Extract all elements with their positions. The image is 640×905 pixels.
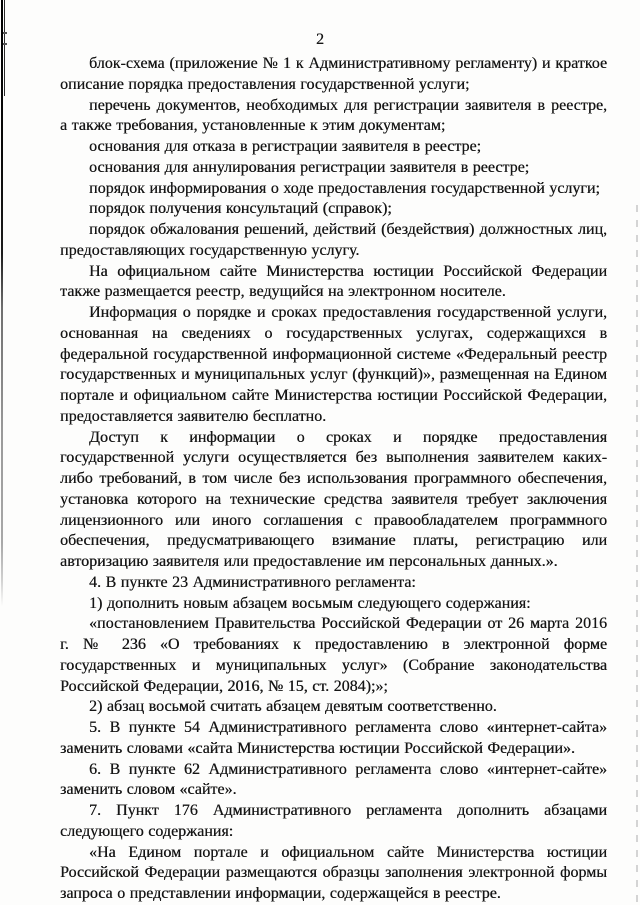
paragraph: порядок получения консультаций (справок);: [89, 200, 392, 218]
paragraph: перечень документов, необходимых для регистрации заявителя в реестре, а также требования, установленные к этим документам;: [60, 96, 607, 135]
paragraph: основания для аннулирования регистрации заявителя в реестре;: [89, 158, 530, 176]
document-body: [60, 54, 607, 905]
paragraph: «постановлением Правительства Российской Федерации от 26 марта 2016 г. № 236 «О требованиях к предоставлению в электронной форме государственных и муниципальных услуг» (Собрание законодательства Российской Федерации, 2016, № 15, ст. 2084);»;: [60, 615, 607, 695]
paragraph: 7. Пункт 176 Административного регламента дополнить абзацами следующего содержания:: [60, 802, 607, 840]
page-number: 2: [316, 31, 324, 48]
paragraph: 1) дополнить новым абзацем восьмым следующего содержания:: [89, 594, 531, 612]
paragraph: «На Едином портале и официальном сайте Министерства юстиции Российской Федерации размещаются образцы заполнения электронной формы запроса о представлении информации, содержащейся в реестре.: [60, 843, 607, 902]
paragraph: порядок обжалования решений, действий (бездействия) должностных лиц, предоставляющих государственную услугу.: [60, 221, 607, 259]
right-scan-artifact-dashed-line: [636, 205, 638, 905]
paragraph: порядок информирования о ходе предоставления государственной услуги;: [89, 179, 600, 197]
paragraph: Информация о порядке и сроках предоставления государственной услуги, основанная на сведениях о государственных услугах, содержащихся в федеральной государственной информационной системе «Федеральный реестр государственных и муниципальных услуг (функций)», размещенная на Едином портале и официальном сайте Министерства юстиции Российской Федерации, предоставляется заявителю бесплатно.: [60, 304, 607, 425]
paragraph: 6. В пункте 62 Административного регламента слово «интернет-сайте» заменить словом «сайте».: [60, 760, 607, 799]
paragraph: Доступ к информации о сроках и порядке предоставления государственной услуги осуществляется без выполнения заявителем каких-либо требований, в том числе без использования программного обеспечения, установка которого на технические средства заявителя требует заключения лицензионного или иного соглашения с правообладателем программного обеспечения, предусматривающего взимание платы, регистрацию или авторизацию заявителя или предоставление им персональных данных.».: [60, 428, 607, 570]
paragraph: 2) абзац восьмой считать абзацем девятым соответственно.: [89, 698, 497, 716]
paragraph: основания для отказа в регистрации заявителя в реестре;: [89, 138, 481, 155]
paragraph: блок-схема (приложение № 1 к Административному регламенту) и краткое описание порядка предоставления государственной услуги;: [60, 55, 607, 93]
left-scan-artifact-line: [1, 0, 3, 905]
paragraph: 5. В пункте 54 Административного регламента слово «интернет-сайта» заменить словами «сайта Министерства юстиции Российской Федерации».: [60, 719, 607, 757]
paragraph: На официальном сайте Министерства юстиции Российской Федерации также размещается реестр, ведущийся на электронном носителе.: [60, 262, 607, 301]
paragraph: 4. В пункте 23 Административного регламента:: [89, 573, 416, 591]
